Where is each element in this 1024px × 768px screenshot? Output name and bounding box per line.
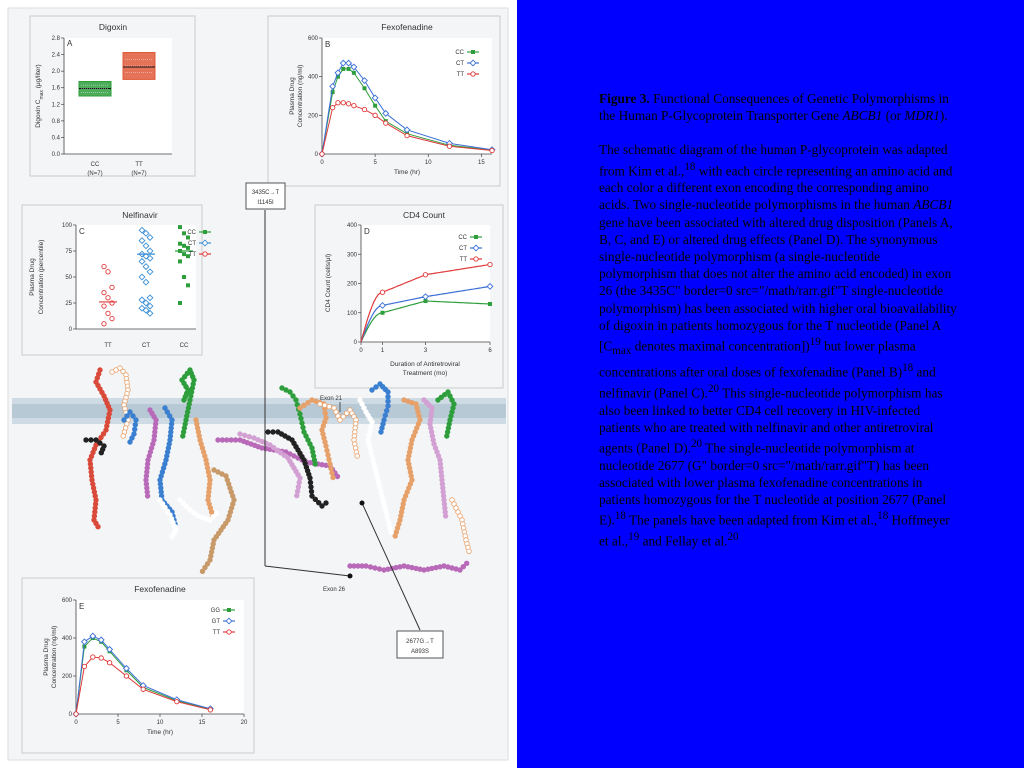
legend-marker [474, 257, 478, 261]
y-tick-label: 25 [65, 301, 72, 307]
caption-label: Figure 3. [599, 91, 650, 106]
amino-acid-bead [320, 504, 325, 509]
amino-acid-bead [266, 430, 271, 435]
data-point [102, 264, 106, 268]
x-axis-label: Time (hr) [146, 729, 174, 736]
data-point [347, 67, 351, 71]
y-tick-label: 400 [61, 636, 72, 642]
amino-acid-bead [368, 429, 373, 434]
y-tick-label: 200 [307, 113, 318, 120]
y-axis-label: Concentration (ng/ml) [297, 64, 304, 128]
caption-body-text: This single-nucleotide polymorphism has also been linked to better CD4 cell recovery in HIV-infected patients who are treated with nelfinavir and other antiretroviral agents (Panel D). [599, 385, 943, 456]
callout-top-line2: I1145I [257, 200, 274, 206]
panel-letter: B [325, 40, 331, 49]
reference-superscript: 19 [628, 530, 640, 543]
amino-acid-bead [132, 427, 137, 432]
amino-acid-bead [295, 489, 300, 494]
amino-acid-bead [298, 412, 303, 417]
y-tick-label: 2.4 [51, 52, 60, 59]
y-tick-label: 75 [65, 249, 72, 255]
legend-label: GT [211, 619, 220, 625]
caption-body-text: The panels have been adapted from Kim et al., [625, 512, 878, 528]
amino-acid-bead [326, 453, 331, 458]
legend-marker [227, 608, 231, 612]
x-tick-label: 0 [74, 720, 78, 726]
data-point [182, 244, 186, 248]
data-point [186, 235, 190, 239]
panel-d-title: CD4 Count [402, 210, 446, 220]
amino-acid-bead [309, 485, 314, 490]
reference-superscript: 20 [707, 382, 720, 395]
data-point [336, 101, 340, 105]
reference-superscript: 18 [684, 160, 696, 173]
y-tick-label: 2.0 [51, 69, 60, 76]
amino-acid-bead [238, 432, 243, 437]
data-point [102, 304, 106, 308]
amino-acid-bead [192, 511, 197, 516]
data-point [110, 316, 114, 320]
amino-acid-bead [94, 438, 99, 443]
amino-acid-bead [121, 434, 126, 439]
data-point [341, 67, 345, 71]
legend-marker [203, 230, 207, 234]
reference-superscript: 19 [809, 336, 821, 349]
caption-body-text: with each circle representing an amino acid and each color a different exon encoding the corresponding amino acids. Two single-nucleotide polymorphisms in the human [599, 163, 953, 213]
amino-acid-bead [384, 408, 389, 413]
data-point [346, 102, 350, 106]
y-tick-label: 1.2 [51, 102, 60, 109]
legend-label: CT [459, 246, 467, 252]
amino-acid-bead [335, 474, 340, 479]
callout-top-line1: 3435C→T [251, 190, 280, 196]
y-tick-label: 0.4 [51, 135, 60, 142]
amino-acid-bead [377, 567, 382, 572]
reference-superscript: 20 [727, 530, 739, 543]
amino-acid-bead [383, 413, 388, 418]
x-tick-label: 20 [240, 720, 248, 726]
data-point [363, 86, 367, 90]
data-point [381, 311, 385, 315]
legend-marker [474, 235, 478, 239]
data-point [141, 687, 145, 691]
exon-26-label: Exon 26 [323, 587, 346, 593]
amino-acid-bead [467, 549, 472, 554]
panel-letter: E [79, 602, 85, 611]
caption-body-text: Hoffmeyer et al., [599, 512, 950, 549]
caption-body-text: The single-nucleotide polymorphism at nucleotide 2677 (G" border=0 src="/math/rarr.gif"T) has been associated with lower plasma fexofenadine concentrations in patients homozygous for the T nucleotide at position 2677 (Panel E). [599, 440, 947, 528]
data-point [330, 105, 334, 109]
data-point [110, 285, 114, 289]
callout-bottom-line2: A893S [410, 649, 430, 655]
caption-body-text: The schematic diagram of the human P-glycoprotein was adapted from Kim et al., [599, 142, 948, 179]
callout-bottom-line1: 2677G→T [406, 639, 434, 645]
y-tick-label: 1.6 [51, 85, 60, 92]
amino-acid-bead [242, 433, 247, 438]
caption-body-text: gene have been associated with altered drug disposition (Panels A, B, C, and E) or altered drug effects (Panel D). The synonymous single-nucleotide polymorphism (a single-nucleotide polymorphism that does not alter the amino acid encoded) in exon 26 (the 3435C" border=0 src="/math/rarr.gif"T single-nucleotide polymorphism) has been associated with higher oral bioavailability of digoxin in patients homozygous for the T nucleotide (Panel A [C [599, 214, 957, 354]
y-tick-label: 50 [65, 275, 72, 281]
data-point [175, 699, 179, 703]
amino-acid-bead [122, 418, 127, 423]
amino-acid-bead [318, 402, 323, 407]
legend-label: CC [455, 50, 464, 56]
data-point [124, 674, 128, 678]
amino-acid-bead [301, 425, 306, 430]
amino-acid-bead [445, 434, 450, 439]
amino-acid-bead [308, 476, 313, 481]
panel-c-letter: C [79, 227, 85, 236]
amino-acid-bead [393, 534, 398, 539]
amino-acid-bead [386, 399, 391, 404]
amino-acid-bead [296, 485, 301, 490]
y-tick-label: 0 [68, 712, 72, 718]
data-point [102, 290, 106, 294]
amino-acid-bead [125, 414, 130, 419]
amino-acid-bead [170, 534, 175, 539]
amino-acid-bead [309, 489, 314, 494]
amino-acid-bead [386, 390, 391, 395]
y-tick-label: 400 [307, 74, 318, 81]
x-axis-label: Duration of Antiretroviral [390, 361, 460, 368]
caption-gene-abcb1: ABCB1 [913, 197, 954, 213]
amino-acid-bead [131, 414, 136, 419]
x-tick-label: 15 [478, 160, 485, 166]
legend-marker [203, 252, 207, 256]
amino-acid-bead [324, 501, 329, 506]
amino-acid-bead [370, 420, 375, 425]
amino-acid-bead [308, 480, 313, 485]
data-point [352, 71, 356, 75]
y-axis-label: Concentration (ng/ml) [51, 625, 58, 689]
amino-acid-bead [369, 424, 374, 429]
y-axis-label: CD4 Count (cells/μl) [325, 253, 332, 313]
data-point [178, 242, 182, 246]
amino-acid-bead [370, 388, 375, 393]
y-tick-label: 2.8 [51, 36, 60, 42]
amino-acid-bead [364, 564, 369, 569]
y-tick-label: 100 [346, 310, 357, 317]
reference-superscript: 20 [690, 438, 703, 450]
amino-acid-bead [133, 422, 138, 427]
amino-acid-bead [134, 418, 139, 423]
amino-acid-bead [247, 434, 252, 439]
panel-d-letter: D [364, 227, 370, 236]
data-point [178, 259, 182, 263]
data-point [91, 655, 95, 659]
legend-marker [471, 50, 475, 54]
x-tick-label: 6 [488, 348, 492, 354]
y-tick-label: 200 [346, 281, 357, 288]
x-tick-label: 10 [424, 160, 432, 166]
data-point [74, 712, 78, 716]
ylabel-subscript: max [39, 90, 45, 100]
panel-a-title: Digoxin [98, 22, 128, 32]
caption-title-text: ). [939, 108, 948, 124]
amino-acid-bead [329, 466, 334, 471]
legend-label: CC [458, 235, 467, 241]
reference-superscript: 18 [614, 510, 626, 523]
amino-acid-bead [367, 433, 372, 438]
data-point [362, 107, 366, 111]
data-point [488, 262, 492, 266]
amino-acid-bead [386, 394, 391, 399]
caption-body-text: but lower plasma concentrations after oral doses of fexofenadine (Panel B) [599, 338, 916, 380]
legend-marker [471, 72, 475, 76]
data-point [106, 311, 110, 315]
data-point [82, 664, 86, 668]
data-point [208, 708, 212, 712]
amino-acid-bead [288, 390, 293, 395]
amino-acid-bead [128, 410, 133, 415]
caption-title [599, 90, 959, 124]
y-axis-label: Plasma Drug [43, 638, 50, 676]
amino-acid-bead [386, 404, 391, 409]
caption-body [599, 141, 959, 549]
x-tick-label: 1 [380, 348, 385, 354]
amino-acid-bead [295, 493, 300, 498]
y-axis-label: Concentration (percentile) [38, 239, 45, 315]
x-category-label: CC [90, 162, 100, 168]
y-tick-label: 0 [314, 152, 318, 158]
data-point [373, 104, 377, 108]
amino-acid-bead [294, 398, 299, 403]
amino-acid-bead [328, 462, 333, 467]
figure-caption [599, 90, 959, 566]
data-point [352, 103, 356, 107]
data-point [182, 252, 186, 256]
x-tick-label: 5 [373, 160, 377, 166]
amino-acid-bead [291, 394, 296, 399]
amino-acid-bead [96, 524, 101, 529]
data-point [107, 661, 111, 665]
x-category-label: TT [135, 162, 143, 168]
legend-label: CT [456, 61, 464, 67]
amino-acid-bead [145, 494, 150, 499]
amino-acid-bead [233, 438, 238, 443]
amino-acid-bead [84, 438, 89, 443]
y-tick-label: 600 [307, 36, 318, 42]
amino-acid-bead [355, 454, 360, 459]
data-point [320, 152, 324, 156]
exon-21-label: Exon 21 [320, 396, 343, 402]
amino-acid-bead [379, 430, 384, 435]
amino-acid-bead [181, 434, 186, 439]
amino-acid-bead [323, 411, 328, 416]
data-point [341, 101, 345, 105]
amino-acid-bead [225, 438, 230, 443]
panel-a-ylabel: Digoxin $C_{max}$ (μg/liter) [35, 64, 45, 128]
caption-body-text: and nelfinavir (Panel C). [599, 364, 936, 401]
legend-label: TT [188, 252, 196, 258]
amino-acid-bead [325, 448, 330, 453]
subscript-max: max [612, 345, 632, 358]
amino-acid-bead [297, 480, 302, 485]
caption-gene-mdr1: MDR1 [904, 108, 940, 124]
data-point [384, 121, 388, 125]
caption-gene-abcb1: ABCB1 [842, 108, 883, 124]
amino-acid-bead [99, 450, 104, 455]
amino-acid-bead [128, 440, 133, 445]
amino-acid-bead [389, 530, 394, 535]
y-tick-label: 0 [68, 327, 72, 333]
amino-acid-bead [313, 462, 318, 467]
x-tick-label: 0 [359, 348, 363, 354]
caption-title-text: (or [882, 108, 905, 124]
panel-c-title: Nelfinavir [122, 210, 158, 220]
y-tick-label: 0 [353, 340, 357, 346]
data-point [99, 656, 103, 660]
x-tick-label: 0 [320, 160, 324, 166]
data-point [178, 301, 182, 305]
caption-body-text: and Fellay et al. [639, 533, 728, 549]
panel-a-letter: A [67, 39, 73, 48]
x-category-label: TT [104, 343, 112, 349]
caption-panel [518, 0, 1024, 768]
amino-acid-bead [374, 385, 379, 390]
legend-label: GG [210, 608, 220, 614]
y-tick-label: 600 [61, 598, 72, 604]
data-point [182, 231, 186, 235]
amino-acid-bead [229, 438, 234, 443]
amino-acid-bead [188, 508, 193, 513]
y-tick-label: 200 [61, 674, 72, 680]
amino-acid-bead [220, 438, 225, 443]
x-category-n: (N=7) [131, 171, 147, 177]
x-tick-label: 5 [116, 720, 120, 726]
data-point [182, 275, 186, 279]
data-point [186, 283, 190, 287]
legend-label: TT [456, 72, 464, 78]
data-point [373, 113, 377, 117]
y-tick-label: 0.8 [51, 118, 60, 125]
data-point [106, 296, 110, 300]
data-point [102, 322, 106, 326]
legend-label: CT [188, 241, 196, 247]
x-tick-label: 10 [156, 720, 164, 726]
amino-acid-bead [373, 566, 378, 571]
data-point [423, 273, 427, 277]
amino-acid-bead [327, 457, 332, 462]
x-tick-label: 15 [198, 720, 206, 726]
amino-acid-bead [200, 569, 205, 574]
amino-acid-bead [89, 438, 94, 443]
data-point [380, 290, 384, 294]
amino-acid-bead [368, 565, 373, 570]
data-point [447, 144, 451, 148]
legend-label: CC [187, 230, 196, 236]
caption-title-text: Functional Consequences of Genetic Polymorphisms in the Human P-Glycoprotein Transporter Gene [599, 91, 949, 124]
y-tick-label: 100 [61, 223, 72, 229]
reference-superscript: 18 [902, 362, 914, 375]
amino-acid-bead [298, 476, 303, 481]
amino-acid-bead [324, 444, 329, 449]
data-point [488, 302, 492, 306]
amino-acid-bead [216, 438, 221, 443]
y-tick-label: 300 [346, 252, 357, 259]
y-axis-label: Plasma Drug [289, 77, 296, 115]
data-point [178, 225, 182, 229]
plot-area [361, 225, 490, 342]
x-category-n: (N=7) [87, 171, 103, 177]
legend-marker [227, 630, 231, 634]
plot-area [76, 225, 196, 329]
x-tick-label: 3 [423, 348, 428, 354]
amino-acid-bead [464, 561, 469, 566]
y-axis-label: Plasma Drug [29, 258, 36, 296]
amino-acid-bead [271, 430, 276, 435]
panel-title: Fexofenadine [134, 584, 186, 594]
data-point [106, 270, 110, 274]
amino-acid-bead [330, 471, 335, 476]
ylabel-unit: (μg/liter) [35, 64, 42, 91]
x-axis-label: Time (hr) [393, 169, 421, 176]
x-axis-label: Treatment (mo) [402, 370, 448, 377]
amino-acid-bead [214, 511, 219, 516]
data-point [490, 148, 494, 152]
caption-body-text: denotes maximal concentration]) [631, 338, 810, 354]
x-category-label: CC [179, 343, 189, 349]
data-point [405, 133, 409, 137]
amino-acid-bead [300, 421, 305, 426]
y-tick-label: 0.0 [51, 152, 60, 158]
amino-acid-bead [327, 404, 332, 409]
reference-superscript: 18 [877, 510, 889, 523]
y-tick-label: 400 [346, 223, 357, 229]
panel-title: Fexofenadine [381, 22, 433, 32]
x-category-label: CT [142, 343, 150, 349]
amino-acid-bead [331, 475, 336, 480]
amino-acid-bead [98, 441, 103, 446]
amino-acid-bead [443, 514, 448, 519]
legend-label: TT [212, 630, 220, 636]
amino-acid-bead [322, 403, 327, 408]
amino-acid-bead [299, 416, 304, 421]
legend-label: TT [459, 257, 467, 263]
